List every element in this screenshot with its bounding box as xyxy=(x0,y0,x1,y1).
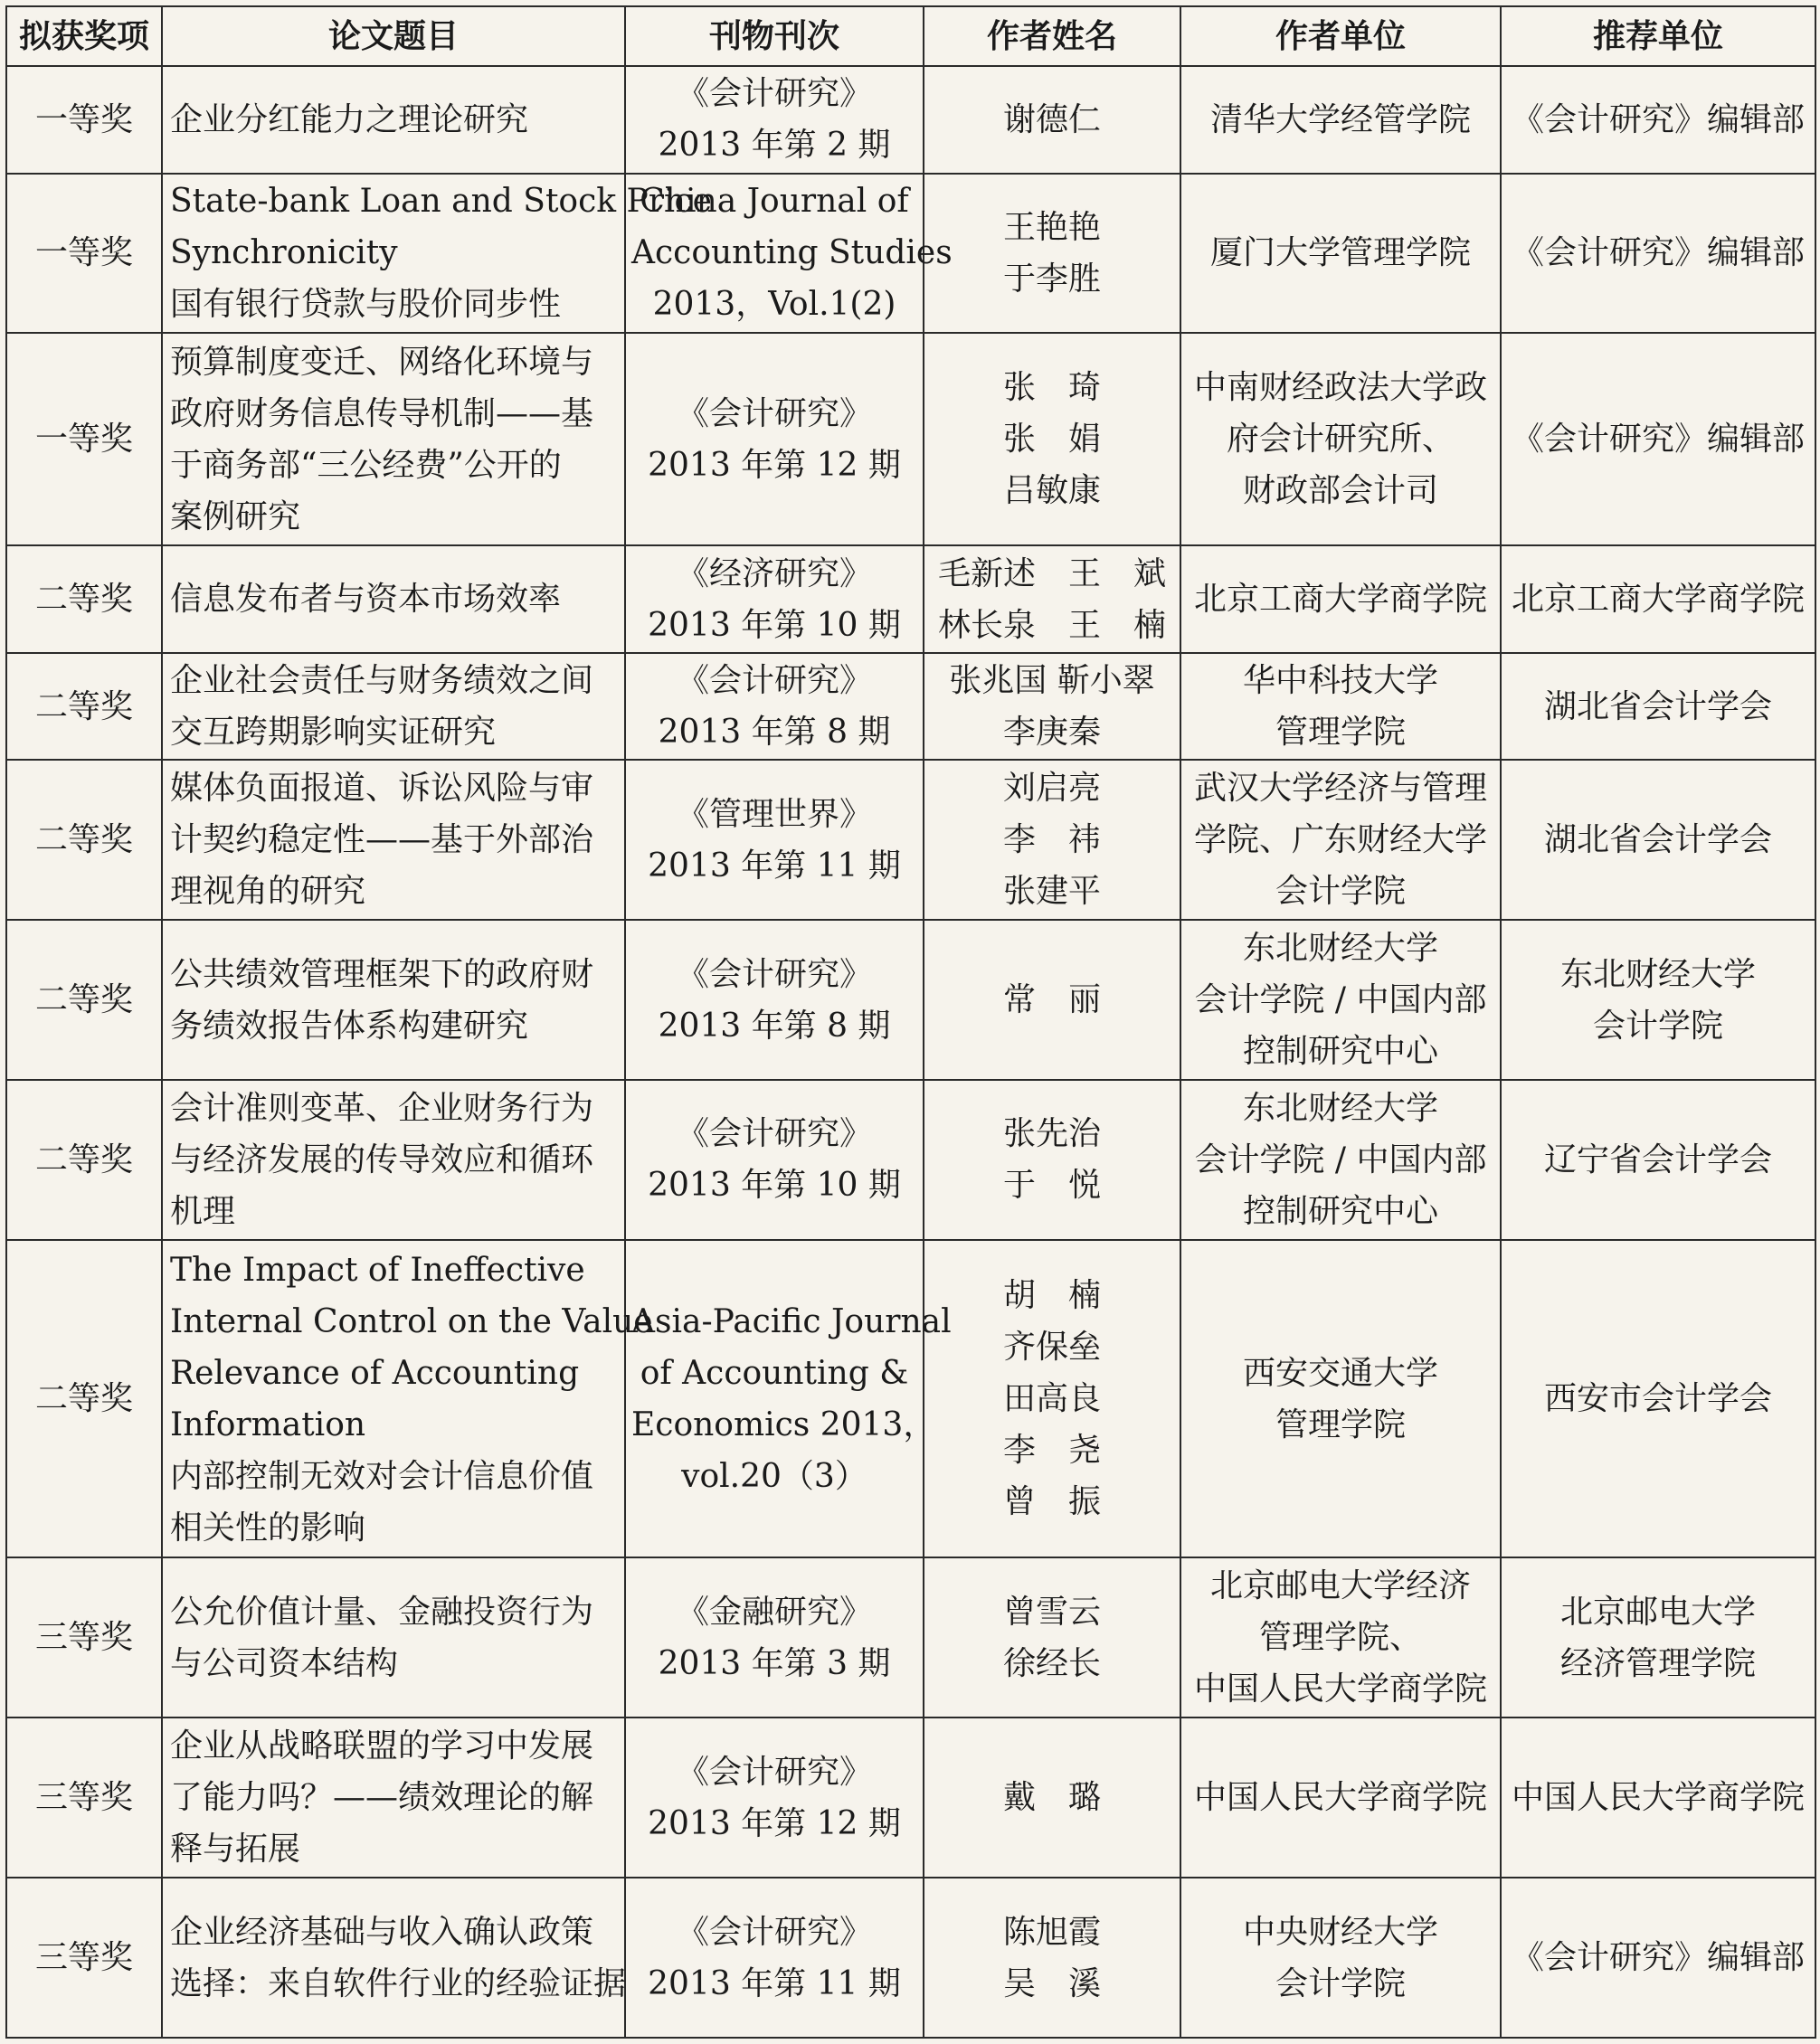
authors-line: 李 祎 xyxy=(1002,821,1101,859)
affiliation-cell xyxy=(1180,174,1501,334)
authors-cell xyxy=(924,653,1180,761)
journal-cell xyxy=(625,920,924,1080)
title-line: 了能力吗？——绩效理论的解 xyxy=(170,1779,594,1817)
authors-line: 李庚秦 xyxy=(1002,714,1101,752)
journal-cell xyxy=(625,1878,924,2038)
authors-cell xyxy=(924,174,1180,334)
affiliation-line: 中央财经大学 xyxy=(1242,1913,1438,1951)
title-line: Internal Control on the Value xyxy=(170,1302,653,1340)
affiliation-line: 东北财经大学 xyxy=(1242,930,1438,968)
authors-line: 于 悦 xyxy=(1002,1167,1101,1205)
affiliation-line: 控制研究中心 xyxy=(1242,1192,1438,1230)
authors-line: 曾 振 xyxy=(1002,1483,1101,1521)
journal-line: 《管理世界》 xyxy=(676,795,872,833)
authors-line: 王艳艳 xyxy=(1002,208,1101,246)
award-cell: 一等奖 xyxy=(6,333,162,545)
affiliation-line: 管理学院 xyxy=(1275,1405,1406,1443)
journal-line: 《金融研究》 xyxy=(676,1593,872,1631)
journal-line: vol.20（3） xyxy=(681,1457,867,1495)
authors-line: 张兆国 靳小翠 xyxy=(949,662,1155,700)
title-line: 公允价值计量、金融投资行为 xyxy=(170,1593,594,1631)
recommender-cell xyxy=(1501,333,1815,545)
header-authors: 作者姓名 xyxy=(924,6,1180,66)
journal-line: 《会计研究》 xyxy=(676,1753,872,1791)
title-cell xyxy=(162,545,625,653)
affiliation-cell xyxy=(1180,66,1501,174)
title-line: 企业从战略联盟的学习中发展 xyxy=(170,1727,594,1765)
recommender-line: 湖北省会计学会 xyxy=(1543,821,1772,859)
journal-line: 《会计研究》 xyxy=(676,75,872,113)
authors-line: 吴 溪 xyxy=(1002,1964,1101,2002)
title-line: 公共绩效管理框架下的政府财 xyxy=(170,955,594,993)
journal-line: 《会计研究》 xyxy=(676,662,872,700)
table-row xyxy=(6,66,1815,174)
title-line: 理视角的研究 xyxy=(170,873,366,911)
award-cell: 三等奖 xyxy=(6,1718,162,1878)
journal-line: 2013 年第 10 期 xyxy=(648,1167,901,1205)
recommender-cell xyxy=(1501,1718,1815,1878)
award-cell: 二等奖 xyxy=(6,1240,162,1558)
journal-line: 《会计研究》 xyxy=(676,1913,872,1951)
authors-line: 张 琦 xyxy=(1002,369,1101,407)
award-table xyxy=(5,5,1816,2039)
journal-line: 《会计研究》 xyxy=(676,394,872,432)
affiliation-cell xyxy=(1180,333,1501,545)
authors-line: 胡 楠 xyxy=(1002,1277,1101,1315)
journal-line: Accounting Studies xyxy=(631,234,953,272)
journal-line: 2013 年第 3 期 xyxy=(658,1644,891,1682)
recommender-line: 经济管理学院 xyxy=(1559,1644,1756,1682)
award-cell: 三等奖 xyxy=(6,1557,162,1718)
recommender-cell xyxy=(1501,1240,1815,1558)
title-line: 媒体负面报道、诉讼风险与审 xyxy=(170,770,594,808)
title-line: 信息发布者与资本市场效率 xyxy=(170,581,562,619)
title-line: 释与拓展 xyxy=(170,1831,301,1869)
title-cell xyxy=(162,333,625,545)
recommender-line: 《会计研究》编辑部 xyxy=(1511,1939,1805,1977)
recommender-cell xyxy=(1501,66,1815,174)
affiliation-line: 北京工商大学商学院 xyxy=(1193,581,1487,619)
authors-line: 李 尧 xyxy=(1002,1432,1101,1470)
title-line: State-bank Loan and Stock Price xyxy=(170,183,712,221)
title-line: 案例研究 xyxy=(170,497,301,535)
authors-line: 林长泉 王 楠 xyxy=(937,606,1166,644)
authors-cell xyxy=(924,760,1180,920)
title-line: Relevance of Accounting xyxy=(170,1354,580,1392)
title-cell xyxy=(162,1878,625,2038)
award-cell: 一等奖 xyxy=(6,174,162,334)
recommender-line: 《会计研究》编辑部 xyxy=(1511,234,1805,272)
recommender-cell xyxy=(1501,1080,1815,1240)
affiliation-line: 中国人民大学商学院 xyxy=(1193,1779,1487,1817)
journal-cell xyxy=(625,760,924,920)
title-cell xyxy=(162,1080,625,1240)
title-line: 政府财务信息传导机制——基 xyxy=(170,394,594,432)
award-cell: 二等奖 xyxy=(6,653,162,761)
affiliation-line: 会计学院 / 中国内部 xyxy=(1194,1140,1487,1178)
title-cell xyxy=(162,174,712,334)
journal-line: 《会计研究》 xyxy=(676,1115,872,1153)
recommender-cell xyxy=(1501,174,1815,334)
affiliation-line: 会计学院 xyxy=(1275,1964,1406,2002)
journal-cell xyxy=(625,174,953,334)
recommender-line: 湖北省会计学会 xyxy=(1543,687,1772,725)
journal-line: China Journal of xyxy=(640,183,909,221)
title-line: 国有银行贷款与股价同步性 xyxy=(170,286,562,324)
affiliation-line: 清华大学经管学院 xyxy=(1209,100,1471,138)
journal-cell xyxy=(625,1240,952,1558)
journal-line: 2013，Vol.1(2) xyxy=(652,286,896,324)
affiliation-line: 华中科技大学 xyxy=(1242,662,1438,700)
title-line: 于商务部“三公经费”公开的 xyxy=(170,446,562,484)
table-row xyxy=(6,1878,1815,2038)
recommender-line: 辽宁省会计学会 xyxy=(1543,1140,1772,1178)
journal-cell xyxy=(625,1557,924,1718)
recommender-line: 《会计研究》编辑部 xyxy=(1511,421,1805,459)
affiliation-line: 西安交通大学 xyxy=(1242,1354,1438,1392)
title-line: 与经济发展的传导效应和循环 xyxy=(170,1140,594,1178)
recommender-cell xyxy=(1501,1557,1815,1718)
authors-line: 常 丽 xyxy=(1002,981,1101,1019)
title-line: 企业分红能力之理论研究 xyxy=(170,100,529,138)
affiliation-cell xyxy=(1180,1240,1501,1558)
title-line: 预算制度变迁、网络化环境与 xyxy=(170,343,594,381)
recommender-cell xyxy=(1501,920,1815,1080)
title-line: 会计准则变革、企业财务行为 xyxy=(170,1089,594,1127)
title-cell xyxy=(162,1557,625,1718)
journal-line: 2013 年第 12 期 xyxy=(648,1804,901,1842)
authors-line: 刘启亮 xyxy=(1002,770,1101,808)
title-line: 企业经济基础与收入确认政策 xyxy=(170,1913,594,1951)
affiliation-line: 厦门大学管理学院 xyxy=(1209,234,1471,272)
journal-line: 2013 年第 12 期 xyxy=(648,446,901,484)
journal-line: 2013 年第 11 期 xyxy=(648,847,901,885)
title-line: 计契约稳定性——基于外部治 xyxy=(170,821,594,859)
authors-cell xyxy=(924,333,1180,545)
table-row xyxy=(6,653,1815,761)
award-cell: 二等奖 xyxy=(6,545,162,653)
recommender-line: 《会计研究》编辑部 xyxy=(1511,100,1805,138)
journal-line: Economics 2013， xyxy=(631,1405,936,1443)
title-line: Information xyxy=(170,1405,366,1443)
table-row xyxy=(6,174,1815,334)
title-line: 相关性的影响 xyxy=(170,1509,366,1547)
journal-line: 2013 年第 2 期 xyxy=(658,127,891,165)
header-award: 拟获奖项 xyxy=(6,6,162,66)
table-row xyxy=(6,1240,1815,1558)
affiliation-line: 会计学院 xyxy=(1275,873,1406,911)
recommender-line: 北京邮电大学 xyxy=(1559,1593,1756,1631)
recommender-line: 北京工商大学商学院 xyxy=(1511,581,1805,619)
authors-line: 陈旭霞 xyxy=(1002,1913,1101,1951)
title-line: 务绩效报告体系构建研究 xyxy=(170,1007,529,1045)
authors-line: 戴 璐 xyxy=(1002,1779,1101,1817)
title-line: 选择：来自软件行业的经验证据 xyxy=(170,1964,627,2002)
journal-line: 2013 年第 8 期 xyxy=(658,1007,891,1045)
recommender-cell xyxy=(1501,653,1815,761)
title-cell xyxy=(162,653,625,761)
authors-cell xyxy=(924,1718,1180,1878)
table-row xyxy=(6,920,1815,1080)
authors-line: 曾雪云 xyxy=(1002,1593,1101,1631)
table-row xyxy=(6,1718,1815,1878)
title-line: 企业社会责任与财务绩效之间 xyxy=(170,662,594,700)
affiliation-cell xyxy=(1180,760,1501,920)
authors-cell xyxy=(924,1080,1180,1240)
authors-cell xyxy=(924,66,1180,174)
recommender-line: 中国人民大学商学院 xyxy=(1511,1779,1805,1817)
table-row xyxy=(6,760,1815,920)
authors-line: 徐经长 xyxy=(1002,1644,1101,1682)
authors-line: 齐保垒 xyxy=(1002,1329,1101,1367)
authors-line: 张先治 xyxy=(1002,1115,1101,1153)
recommender-cell xyxy=(1501,760,1815,920)
journal-line: 《经济研究》 xyxy=(676,554,872,592)
affiliation-cell xyxy=(1180,1080,1501,1240)
table-row xyxy=(6,333,1815,545)
affiliation-cell xyxy=(1180,1718,1501,1878)
authors-cell xyxy=(924,1557,1180,1718)
affiliation-line: 北京邮电大学经济 xyxy=(1209,1567,1471,1605)
title-line: The Impact of Ineffective xyxy=(170,1251,585,1289)
affiliation-cell xyxy=(1180,545,1501,653)
affiliation-line: 财政部会计司 xyxy=(1242,472,1438,510)
award-cell: 二等奖 xyxy=(6,760,162,920)
title-cell xyxy=(162,920,625,1080)
journal-cell xyxy=(625,1080,924,1240)
authors-line: 于李胜 xyxy=(1002,260,1101,298)
affiliation-cell xyxy=(1180,920,1501,1080)
affiliation-line: 府会计研究所、 xyxy=(1226,421,1455,459)
title-line: 与公司资本结构 xyxy=(170,1644,399,1682)
journal-line: 2013 年第 10 期 xyxy=(648,606,901,644)
award-cell: 一等奖 xyxy=(6,66,162,174)
authors-cell xyxy=(924,1878,1180,2038)
journal-line: 2013 年第 11 期 xyxy=(648,1964,901,2002)
header-row xyxy=(6,6,1815,66)
table-row xyxy=(6,1557,1815,1718)
header-title: 论文题目 xyxy=(162,6,625,66)
award-cell: 二等奖 xyxy=(6,920,162,1080)
title-line: 内部控制无效对会计信息价值 xyxy=(170,1457,594,1495)
affiliation-cell xyxy=(1180,1557,1501,1718)
journal-line: Asia-Pacific Journal xyxy=(631,1302,952,1340)
authors-line: 张建平 xyxy=(1002,873,1101,911)
table-row xyxy=(6,1080,1815,1240)
journal-cell xyxy=(625,545,924,653)
journal-line: of Accounting & xyxy=(640,1354,909,1392)
header-journal: 刊物刊次 xyxy=(625,6,924,66)
authors-line: 田高良 xyxy=(1002,1380,1101,1418)
title-line: 机理 xyxy=(170,1192,236,1230)
title-cell xyxy=(162,1240,653,1558)
recommender-line: 会计学院 xyxy=(1592,1007,1723,1045)
recommender-line: 东北财经大学 xyxy=(1559,955,1756,993)
title-cell xyxy=(162,1718,625,1878)
authors-cell xyxy=(924,1240,1180,1558)
journal-cell xyxy=(625,333,924,545)
authors-line: 谢德仁 xyxy=(1002,100,1101,138)
journal-cell xyxy=(625,1718,924,1878)
journal-line: 2013 年第 8 期 xyxy=(658,714,891,752)
affiliation-cell xyxy=(1180,1878,1501,2038)
affiliation-cell xyxy=(1180,653,1501,761)
recommender-line: 西安市会计学会 xyxy=(1543,1380,1772,1418)
affiliation-line: 控制研究中心 xyxy=(1242,1033,1438,1071)
authors-line: 张 娟 xyxy=(1002,421,1101,459)
authors-line: 吕敏康 xyxy=(1002,472,1101,510)
award-cell: 三等奖 xyxy=(6,1878,162,2038)
header-recommender: 推荐单位 xyxy=(1501,6,1815,66)
authors-cell xyxy=(924,545,1180,653)
table-row xyxy=(6,545,1815,653)
affiliation-line: 会计学院 / 中国内部 xyxy=(1194,981,1487,1019)
recommender-cell xyxy=(1501,545,1815,653)
authors-line: 毛新述 王 斌 xyxy=(937,554,1166,592)
title-line: Synchronicity xyxy=(170,234,398,272)
award-cell: 二等奖 xyxy=(6,1080,162,1240)
journal-cell xyxy=(625,66,924,174)
journal-line: 《会计研究》 xyxy=(676,955,872,993)
recommender-cell xyxy=(1501,1878,1815,2038)
journal-cell xyxy=(625,653,924,761)
title-line: 交互跨期影响实证研究 xyxy=(170,714,497,752)
affiliation-line: 武汉大学经济与管理 xyxy=(1193,770,1487,808)
affiliation-line: 中国人民大学商学院 xyxy=(1193,1670,1487,1708)
affiliation-line: 学院、广东财经大学 xyxy=(1193,821,1487,859)
affiliation-line: 东北财经大学 xyxy=(1242,1089,1438,1127)
affiliation-line: 管理学院 xyxy=(1275,714,1406,752)
title-cell xyxy=(162,760,625,920)
title-cell xyxy=(162,66,625,174)
table-body xyxy=(6,66,1815,2038)
authors-cell xyxy=(924,920,1180,1080)
affiliation-line: 中南财经政法大学政 xyxy=(1193,369,1487,407)
header-affiliation: 作者单位 xyxy=(1180,6,1501,66)
affiliation-line: 管理学院、 xyxy=(1258,1619,1422,1657)
